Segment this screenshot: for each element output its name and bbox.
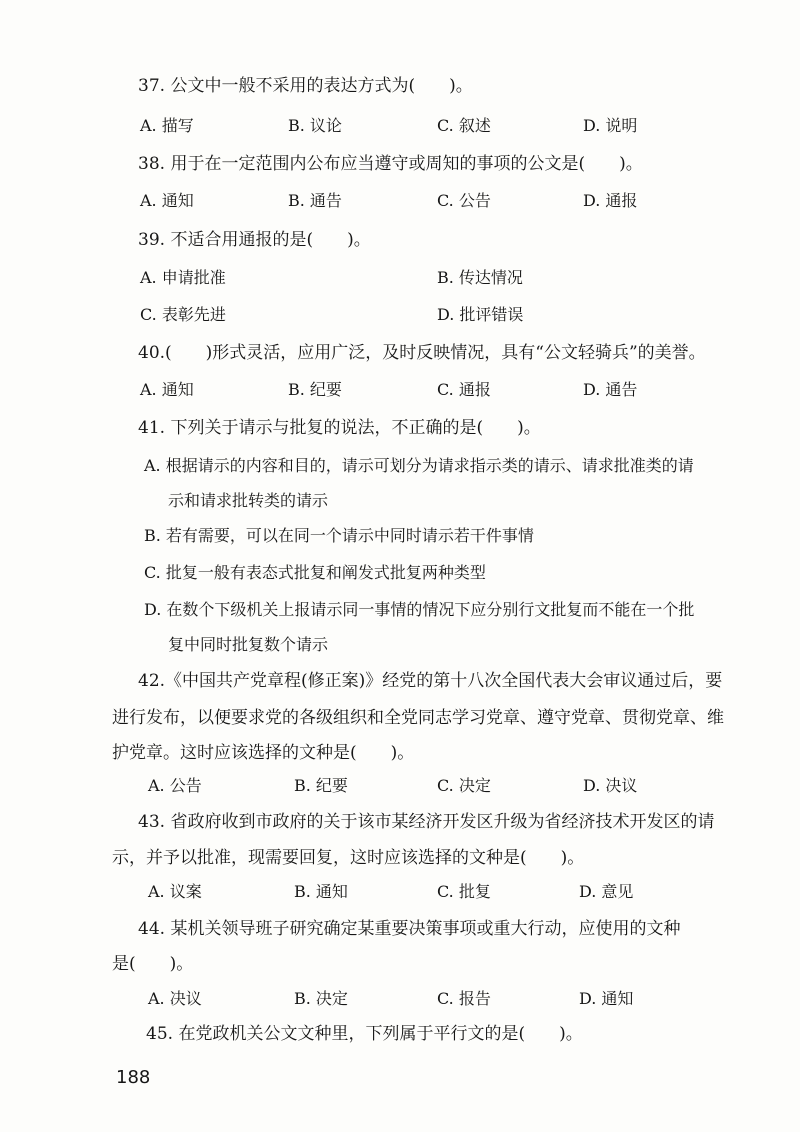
q37-option-c: C. 叙述 xyxy=(437,116,491,135)
q38-option-c: C. 公告 xyxy=(437,191,491,210)
question-40-stem: 40.( )形式灵活，应用广泛，及时反映情况，具有“公文轻骑兵”的美誉。 xyxy=(138,343,706,363)
q38-option-d: D. 通报 xyxy=(583,191,638,210)
q40-option-a: A. 通知 xyxy=(140,380,194,399)
q43-option-a: A. 议案 xyxy=(148,882,202,901)
q41-option-a-line2: 示和请求批转类的请示 xyxy=(168,491,329,510)
q41-option-d-line1: D. 在数个下级机关上报请示同一事情的情况下应分别行文批复而不能在一个批 xyxy=(144,600,695,619)
q43-option-b: B. 通知 xyxy=(294,882,348,901)
q40-option-c: C. 通报 xyxy=(437,380,491,399)
q39-option-c: C. 表彰先进 xyxy=(140,305,226,324)
q44-option-b: B. 决定 xyxy=(294,989,348,1008)
question-44-stem-line2: 是( )。 xyxy=(112,954,194,974)
q41-option-c: C. 批复一般有表态式批复和阐发式批复两种类型 xyxy=(144,563,486,582)
question-42-stem-line2: 进行发布，以便要求党的各级组织和全党同志学习党章、遵守党章、贯彻党章、维 xyxy=(112,708,724,728)
question-39-stem: 39. 不适合用通报的是( )。 xyxy=(138,230,371,250)
question-43-stem-line2: 示，并予以批准，现需要回复，这时应该选择的文种是( )。 xyxy=(112,848,585,868)
question-38-stem: 38. 用于在一定范围内公布应当遵守或周知的事项的公文是( )。 xyxy=(138,154,643,174)
q42-option-a: A. 公告 xyxy=(148,776,202,795)
question-41-stem: 41. 下列关于请示与批复的说法，不正确的是( )。 xyxy=(138,418,541,438)
q39-option-d: D. 批评错误 xyxy=(437,305,524,324)
q39-option-a: A. 申请批准 xyxy=(140,268,226,287)
q44-option-a: A. 决议 xyxy=(148,989,202,1008)
q44-option-d: D. 通知 xyxy=(579,989,634,1008)
question-45-stem: 45. 在党政机关公文文种里，下列属于平行文的是( )。 xyxy=(146,1024,583,1044)
q43-option-d: D. 意见 xyxy=(579,882,634,901)
q44-option-c: C. 报告 xyxy=(437,989,491,1008)
q41-option-b: B. 若有需要，可以在同一个请示中同时请示若干件事情 xyxy=(144,526,534,545)
q37-option-b: B. 议论 xyxy=(288,116,342,135)
q38-option-b: B. 通告 xyxy=(288,191,342,210)
page-number: 188 xyxy=(116,1067,151,1088)
q38-option-a: A. 通知 xyxy=(140,191,194,210)
q40-option-d: D. 通告 xyxy=(583,380,638,399)
q41-option-a-line1: A. 根据请示的内容和目的，请示可划分为请求指示类的请示、请求批准类的请 xyxy=(144,456,694,475)
q37-option-a: A. 描写 xyxy=(140,116,194,135)
question-42-stem-line1: 42.《中国共产党章程(修正案)》经党的第十八次全国代表大会审议通过后，要 xyxy=(138,671,723,691)
q43-option-c: C. 批复 xyxy=(437,882,491,901)
q41-option-d-line2: 复中同时批复数个请示 xyxy=(168,635,329,654)
q42-option-d: D. 决议 xyxy=(583,776,638,795)
q37-option-d: D. 说明 xyxy=(583,116,638,135)
q39-option-b: B. 传达情况 xyxy=(437,268,523,287)
question-43-stem-line1: 43. 省政府收到市政府的关于该市某经济开发区升级为省经济技术开发区的请 xyxy=(138,812,715,832)
question-44-stem-line1: 44. 某机关领导班子研究确定某重要决策事项或重大行动，应使用的文种 xyxy=(138,919,681,939)
q42-option-c: C. 决定 xyxy=(437,776,491,795)
q40-option-b: B. 纪要 xyxy=(288,380,342,399)
question-37-stem: 37. 公文中一般不采用的表达方式为( )。 xyxy=(138,76,473,96)
q42-option-b: B. 纪要 xyxy=(294,776,348,795)
question-42-stem-line3: 护党章。这时应该选择的文种是( )。 xyxy=(112,743,415,763)
